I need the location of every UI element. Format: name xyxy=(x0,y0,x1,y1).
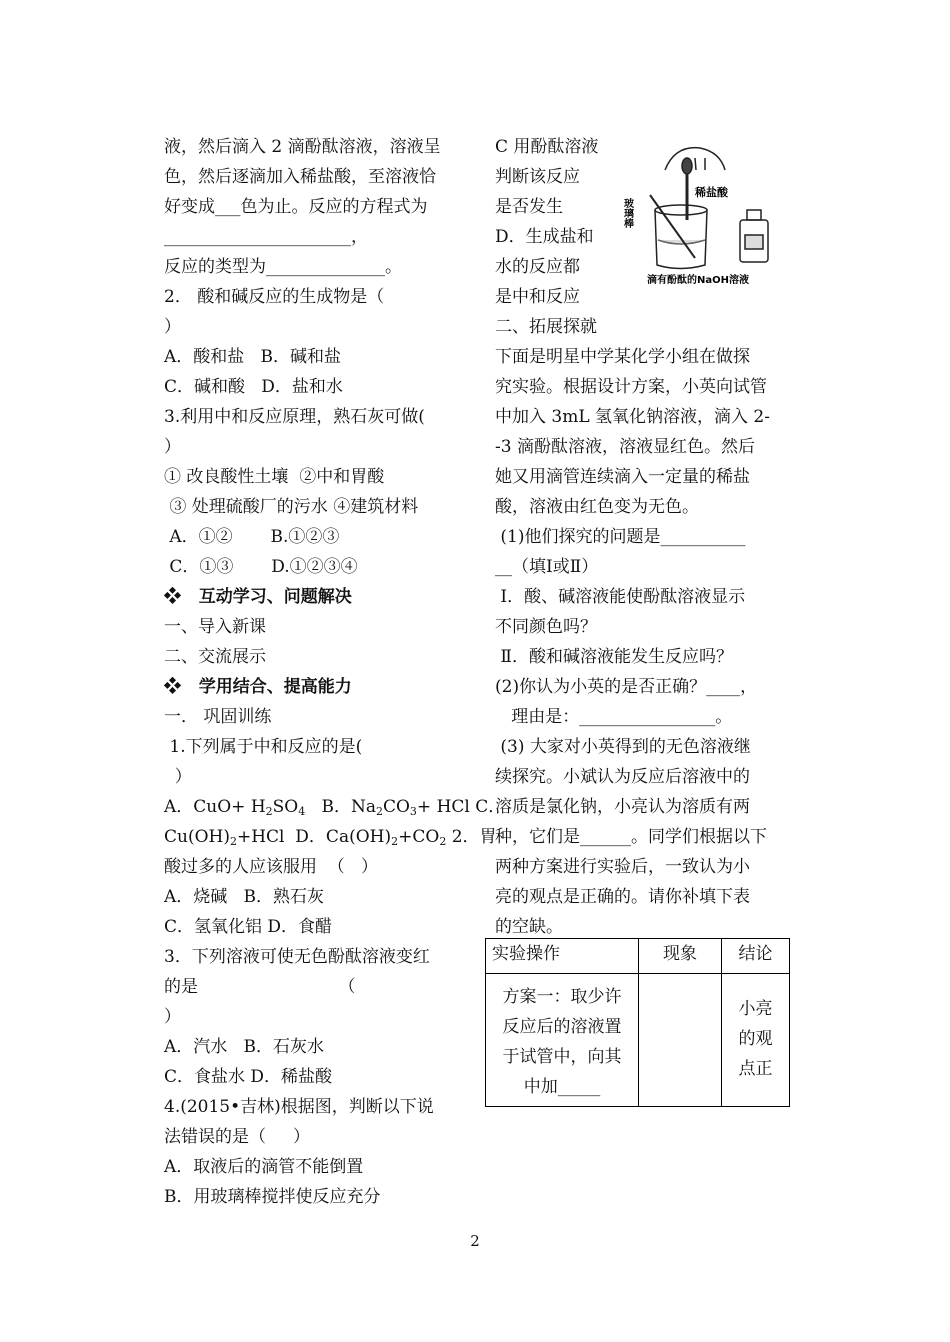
left-line: 酸过多的人应该服用 （ ） xyxy=(164,857,379,877)
left-line: 好变成___色为止。反应的方程式为 xyxy=(164,197,428,217)
right-line: Ⅰ．酸、碱溶液能使酚酞溶液显示 xyxy=(495,587,746,607)
left-line: C．碱和酸 D．盐和水 xyxy=(164,377,343,397)
left-line: 一． 巩固训练 xyxy=(164,707,272,727)
left-line: A．①② B.①②③ xyxy=(164,527,340,547)
left-line: C．食盐水 D．稀盐酸 xyxy=(164,1067,333,1087)
right-line: 她又用滴管连续滴入一定量的稀盐 xyxy=(495,467,750,487)
left-line: 二、交流展示 xyxy=(164,647,266,667)
left-line: 法错误的是（ ） xyxy=(164,1127,311,1147)
left-line: ） xyxy=(164,437,181,457)
right-line: 溶质是氯化钠，小亮认为溶质有两 xyxy=(495,797,750,817)
left-line: 2． 酸和碱反应的生成物是（ xyxy=(164,287,385,307)
left-line: C．氢氧化铝 D．食醋 xyxy=(164,917,333,937)
formula-line-2: $Cu(OH)_2+HCl$ D．$Ca(OH)_2+CO_2$ 2．胃 xyxy=(164,827,497,848)
page-number: 2 xyxy=(470,1232,480,1250)
left-line: A．取液后的滴管不能倒置 xyxy=(164,1157,364,1177)
cell-operation: 方案一：取少许 反应后的溶液置 于试管中，向其 中加_____ xyxy=(486,974,639,1107)
left-line: A．烧碱 B．熟石灰 xyxy=(164,887,324,907)
left-line: 4.(2015•吉林)根据图，判断以下说 xyxy=(164,1097,434,1117)
right-line: 续探究。小斌认为反应后溶液中的 xyxy=(495,767,750,787)
left-column xyxy=(164,132,506,1212)
right-line: (3) 大家对小英得到的无色溶液继 xyxy=(495,737,751,757)
right-line: 判断该反应 xyxy=(495,167,580,187)
right-line: 的空缺。 xyxy=(495,917,563,937)
hand-dropper-illustration xyxy=(665,148,725,220)
left-line: ③ 处理硫酸厂的污水 ④建筑材料 xyxy=(164,497,419,517)
right-line: C 用酚酞溶液 xyxy=(495,137,599,157)
left-line: ） xyxy=(164,1007,181,1027)
right-line: 是否发生 xyxy=(495,197,563,217)
formula-line-1: A．$CuO+ H_2SO_4$ B．$Na_2CO_3+$ HCl C． xyxy=(164,797,506,818)
right-line: 种，它们是______。同学们根据以下 xyxy=(495,827,767,847)
left-line: ） xyxy=(164,317,181,337)
left-line: 色，然后逐滴加入稀盐酸，至溶液恰 xyxy=(164,167,436,187)
right-line: 理由是：________________。 xyxy=(495,707,733,727)
right-line: 酸，溶液由红色变为无色。 xyxy=(495,497,699,517)
left-line: 液，然后滴入 2 滴酚酞溶液，溶液呈 xyxy=(164,137,441,157)
right-line: 两种方案进行实验后，一致认为小 xyxy=(495,857,750,877)
left-line: 反应的类型为______________。 xyxy=(164,257,402,277)
right-line: 下面是明星中学某化学小组在做探 xyxy=(495,347,750,367)
right-line: D．生成盐和 xyxy=(495,227,594,247)
right-line: __（填Ⅰ或Ⅱ） xyxy=(495,557,599,577)
experiment-table xyxy=(485,938,790,1107)
left-line: B．用玻璃棒搅拌使反应充分 xyxy=(164,1187,381,1207)
right-line: -3 滴酚酞溶液，溶液显红色。然后 xyxy=(495,437,755,457)
right-line: 水的反应都 xyxy=(495,257,580,277)
right-line: 二、拓展探就 xyxy=(495,317,597,337)
left-line: A．酸和盐 B．碱和盐 xyxy=(164,347,341,367)
figure-caption: 滴有酚酞的NaOH溶液 xyxy=(647,275,749,286)
left-line: 一、导入新课 xyxy=(164,617,266,637)
left-line: A．汽水 B．石灰水 xyxy=(164,1037,324,1057)
table-row xyxy=(486,974,790,1107)
header-phenomenon: 现象 xyxy=(639,939,722,974)
left-line: 3．下列溶液可使无色酚酞溶液变红 xyxy=(164,947,430,967)
header-operation: 实验操作 xyxy=(486,939,639,974)
left-line: ） xyxy=(164,767,192,787)
left-line: ______________________， xyxy=(164,227,368,247)
right-line: (1)他们探究的问题是__________ xyxy=(495,527,746,547)
left-line: 3.利用中和反应原理，熟石灰可做( xyxy=(164,407,425,427)
header-conclusion: 结论 xyxy=(722,939,790,974)
left-line: ① 改良酸性土壤 ②中和胃酸 xyxy=(164,467,385,487)
right-line: Ⅱ．酸和碱溶液能发生反应吗？ xyxy=(495,647,733,667)
right-line: 中加入 3mL 氢氧化钠溶液，滴入 2- xyxy=(495,407,770,427)
table-header-row xyxy=(486,939,790,974)
bottle-icon xyxy=(740,210,768,262)
right-line: 不同颜色吗？ xyxy=(495,617,597,637)
left-line: C．①③ D.①②③④ xyxy=(164,557,358,577)
cell-conclusion: 小亮 的观 点正 xyxy=(722,974,790,1107)
experiment-figure xyxy=(621,140,790,286)
right-line: (2)你认为小英的是否正确？____， xyxy=(495,677,758,697)
left-line: 1.下列属于中和反应的是( xyxy=(164,737,363,757)
cell-phenomenon xyxy=(639,974,722,1107)
label-glass-rod: 玻璃棒 xyxy=(621,198,633,228)
left-line: ❖ 互动学习、问题解决 xyxy=(164,587,352,607)
right-line: 亮的观点是正确的。请你补填下表 xyxy=(495,887,750,907)
left-line: ❖ 学用结合、提高能力 xyxy=(164,677,352,697)
right-line: 是中和反应 xyxy=(495,287,580,307)
label-dilute-hcl: 稀盐酸 xyxy=(695,186,728,199)
right-line: 究实验。根据设计方案，小英向试管 xyxy=(495,377,767,397)
left-line: 的是 （ xyxy=(164,977,356,997)
